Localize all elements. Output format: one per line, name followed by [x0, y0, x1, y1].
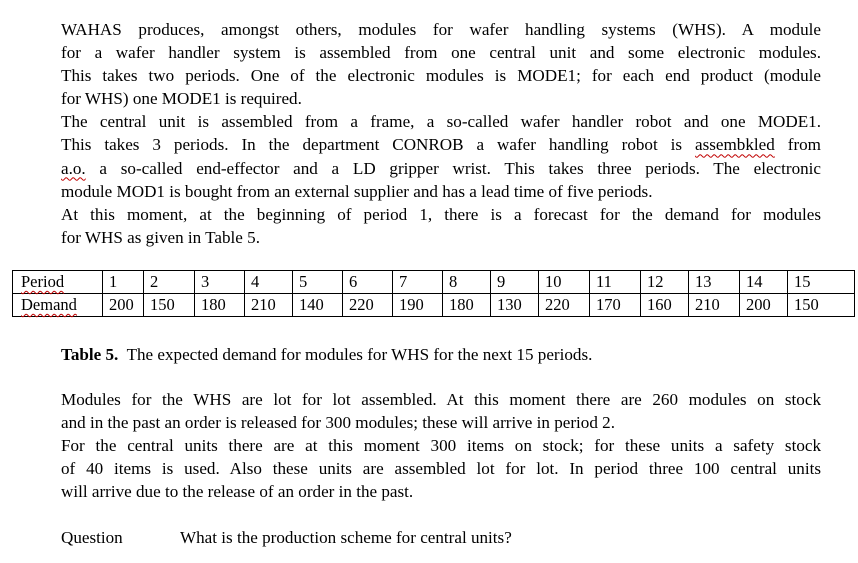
body-line: and in the past an order is released for 300 modules; these will arrive in period 2.: [61, 413, 615, 433]
demand-cell: 200: [103, 294, 144, 317]
intro-line: This takes two periods. One of the electronic modules is MODE1; for each end product (module: [61, 66, 821, 86]
period-cell: 15: [788, 271, 855, 294]
intro-line: module MOD1 is bought from an external supplier and has a lead time of five periods.: [61, 181, 653, 201]
body-line: For the central units there are at this moment 300 items on stock; for these units a safety stock: [61, 436, 821, 456]
body-line: Modules for the WHS are lot for lot assembled. At this moment there are 260 modules on stock: [61, 390, 821, 409]
question-text: What is the production scheme for central units?: [180, 528, 512, 547]
demand-cell: 220: [343, 294, 393, 317]
table-caption: [61, 343, 592, 366]
demand-cell: 220: [539, 294, 590, 317]
body-line: will arrive due to the release of an order in the past.: [61, 482, 414, 502]
period-header: Period: [21, 272, 65, 291]
abbreviation: a.o.: [61, 158, 86, 178]
period-cell: 7: [393, 271, 443, 294]
period-cell: 4: [245, 271, 293, 294]
intro-paragraph: [61, 18, 821, 249]
intro-line: This takes 3 periods. In the department CONROB a wafer handling robot is assembkled from: [61, 135, 821, 155]
intro-line: WAHAS produces, amongst others, modules for wafer handling systems (WHS). A module: [61, 20, 821, 39]
intro-line: The central unit is assembled from a frame, a so-called wafer handler robot and one MODE1.: [61, 112, 821, 132]
intro-line: At this moment, at the beginning of period 1, there is a forecast for the demand for modules: [61, 204, 821, 224]
demand-row: [13, 294, 855, 317]
demand-cell: 130: [491, 294, 539, 317]
demand-cell: 210: [245, 294, 293, 317]
period-cell: 6: [343, 271, 393, 294]
misspelled-word: assembkled: [695, 135, 775, 155]
demand-cell: 150: [144, 294, 195, 317]
caption-text: The expected demand for modules for WHS for the next 15 periods.: [118, 345, 593, 364]
demand-cell: 200: [740, 294, 788, 317]
body-line: of 40 items is used. Also these units are assembled lot for lot. In period three 100 central units: [61, 459, 821, 479]
period-cell: 2: [144, 271, 195, 294]
demand-cell: 210: [689, 294, 740, 317]
period-row: [13, 271, 855, 294]
intro-line: for a wafer handler system is assembled from one central unit and some electronic modules.: [61, 43, 821, 63]
period-cell: 8: [443, 271, 491, 294]
demand-cell: 190: [393, 294, 443, 317]
question-label: Question: [61, 528, 123, 547]
demand-header: Demand: [21, 295, 77, 314]
period-cell: 13: [689, 271, 740, 294]
demand-cell: 180: [443, 294, 491, 317]
intro-line: for WHS as given in Table 5.: [61, 227, 260, 247]
intro-line: a.o. a so-called end-effector and a LD gripper wrist. This takes three periods. The electronic: [61, 158, 821, 178]
period-cell: 11: [590, 271, 641, 294]
period-cell: 12: [641, 271, 689, 294]
period-cell: 3: [195, 271, 245, 294]
demand-cell: 150: [788, 294, 855, 317]
demand-table: [12, 270, 855, 317]
demand-cell: 160: [641, 294, 689, 317]
caption-label: Table 5.: [61, 345, 119, 364]
period-cell: 9: [491, 271, 539, 294]
period-cell: 5: [293, 271, 343, 294]
period-cell: 1: [103, 271, 144, 294]
demand-cell: 170: [590, 294, 641, 317]
intro-line: for WHS) one MODE1 is required.: [61, 89, 302, 109]
period-cell: 14: [740, 271, 788, 294]
period-cell: 10: [539, 271, 590, 294]
demand-cell: 140: [293, 294, 343, 317]
body-paragraph: [61, 388, 821, 503]
demand-cell: 180: [195, 294, 245, 317]
